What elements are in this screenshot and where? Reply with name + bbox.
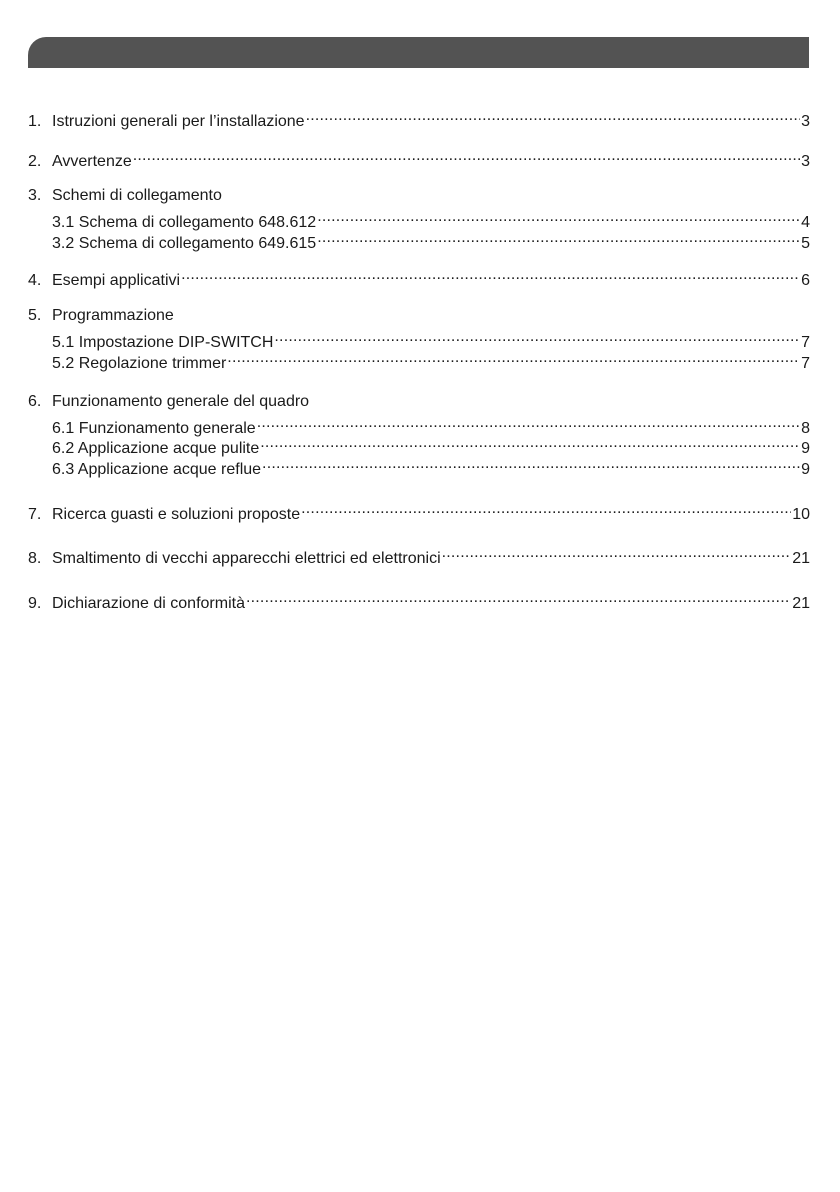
dot-leader <box>257 413 800 433</box>
toc-section-3 <box>28 186 810 206</box>
toc-entry-label: Istruzioni generali per l’installazione <box>52 113 305 130</box>
toc-entry-label: Dichiarazione di conformità <box>52 595 245 612</box>
toc-entry-8[interactable] <box>28 543 810 569</box>
dot-leader <box>317 207 800 227</box>
toc-entry-label: 5.2 Regolazione trimmer <box>52 355 227 372</box>
dot-leader <box>227 348 800 368</box>
toc-entry-page: 9 <box>801 440 810 457</box>
toc-entry-label: 6.3 Applicazione acque reflue <box>52 461 262 478</box>
toc-entry-label: 5.1 Impostazione DIP-SWITCH <box>52 334 274 351</box>
header-bar <box>28 37 809 68</box>
toc-entry-number: 5. <box>28 307 42 324</box>
toc-entry-page: 21 <box>792 595 810 612</box>
toc-entry-3-2[interactable] <box>52 228 810 254</box>
toc-section-6 <box>28 392 810 412</box>
toc-entry-4[interactable] <box>28 265 810 291</box>
toc-entry-number: 7. <box>28 506 42 523</box>
toc-entry-number: 2. <box>28 153 42 170</box>
toc-entry-page: 5 <box>801 235 810 252</box>
toc-entry-7[interactable] <box>28 499 810 525</box>
toc-entry-label: Avvertenze <box>52 153 132 170</box>
toc-entry-label: Ricerca guasti e soluzioni proposte <box>52 506 301 523</box>
toc-entry-1[interactable] <box>28 106 810 132</box>
toc-entry-label: 6.2 Applicazione acque pulite <box>52 440 260 457</box>
dot-leader <box>262 454 800 474</box>
toc-entry-page: 3 <box>801 153 810 170</box>
toc-entry-page: 21 <box>792 550 810 567</box>
toc-entry-page: 10 <box>792 506 810 523</box>
dot-leader <box>317 228 800 248</box>
toc-entry-number: 6. <box>28 393 42 410</box>
toc-section-label: Funzionamento generale del quadro <box>52 393 310 410</box>
toc-entry-page: 4 <box>801 214 810 231</box>
toc-entry-9[interactable] <box>28 588 810 614</box>
toc-section-label: Schemi di collegamento <box>52 187 222 204</box>
toc-section-5 <box>28 306 810 326</box>
toc-entry-label: Smaltimento di vecchi apparecchi elettrici ed elettronici <box>52 550 441 567</box>
toc-entry-page: 3 <box>801 113 810 130</box>
dot-leader <box>301 499 791 519</box>
dot-leader <box>260 433 800 453</box>
toc-entry-page: 7 <box>801 355 810 372</box>
dot-leader <box>246 588 791 608</box>
toc-entry-label: 3.1 Schema di collegamento 648.612 <box>52 214 317 231</box>
toc-entry-page: 8 <box>801 420 810 437</box>
dot-leader <box>181 265 800 285</box>
toc-entry-number: 1. <box>28 113 42 130</box>
toc-entry-label: 3.2 Schema di collegamento 649.615 <box>52 235 317 252</box>
toc-entry-5-2[interactable] <box>52 348 810 374</box>
toc-entry-number: 4. <box>28 272 42 289</box>
toc-entry-number: 3. <box>28 187 42 204</box>
toc-section-label: Programmazione <box>52 307 174 324</box>
toc-entry-page: 7 <box>801 334 810 351</box>
dot-leader <box>274 327 800 347</box>
toc-entry-label: 6.1 Funzionamento generale <box>52 420 256 437</box>
toc-entry-page: 9 <box>801 461 810 478</box>
toc-entry-label: Esempi applicativi <box>52 272 181 289</box>
dot-leader <box>133 146 800 166</box>
toc-entry-6-3[interactable] <box>52 454 810 480</box>
toc-entry-page: 6 <box>801 272 810 289</box>
toc-entry-number: 9. <box>28 595 42 612</box>
toc-entry-number: 8. <box>28 550 42 567</box>
dot-leader <box>442 543 792 563</box>
dot-leader <box>306 106 801 126</box>
toc-entry-2[interactable] <box>28 146 810 172</box>
